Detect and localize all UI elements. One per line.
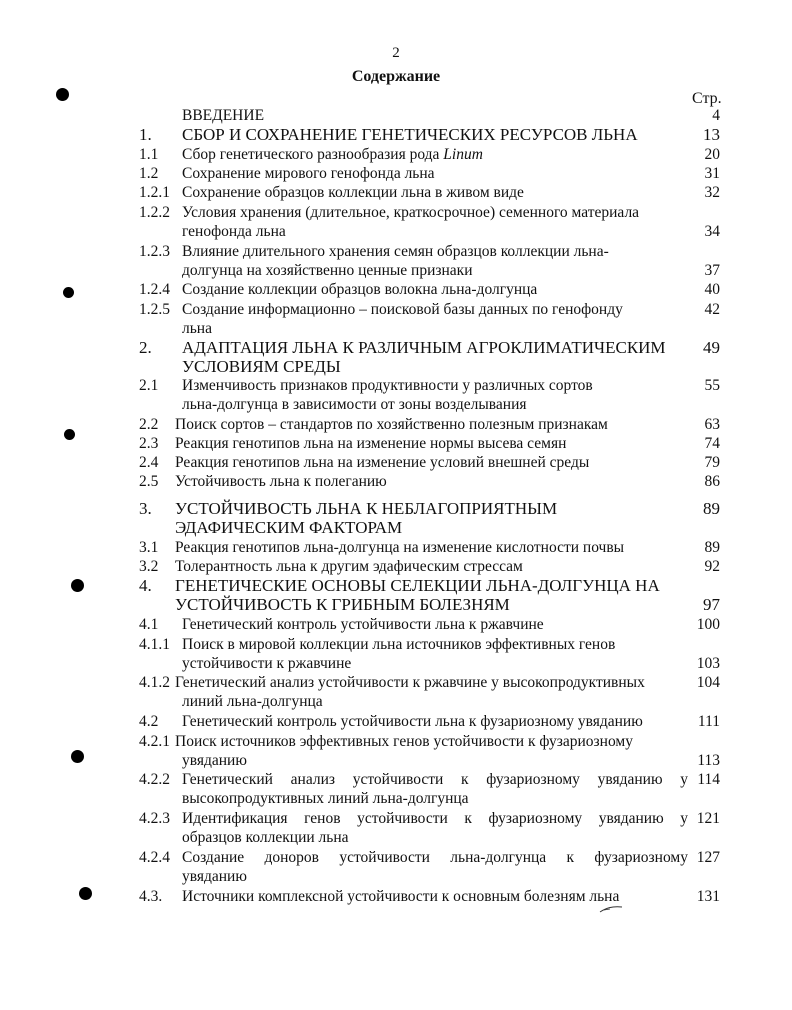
toc-entry-text: Генетический анализ устойчивости к ржавчине у высокопродуктивных: [175, 674, 645, 691]
toc-entry-1-2-5: [0, 300, 792, 320]
toc-entry-page: 13: [703, 125, 720, 144]
toc-entry-1-2-2-cont: [0, 222, 792, 242]
toc-entry-text-main: Сбор генетического разнообразия рода: [182, 146, 444, 163]
toc-entry-page: 49: [703, 338, 720, 357]
toc-entry-section-4-cont: [0, 595, 792, 615]
toc-entry-text: УСТОЙЧИВОСТЬ К ГРИБНЫМ БОЛЕЗНЯМ: [175, 595, 510, 614]
toc-entry-number: 2.3: [139, 435, 159, 452]
toc-entry-text: Генетический контроль устойчивости льна к ржавчине: [182, 616, 544, 633]
toc-entry-1-2-3: [0, 242, 792, 262]
toc-entry-page: 37: [704, 262, 720, 279]
toc-entry-section-3: [0, 499, 792, 519]
toc-entry-text: Поиск сортов – стандартов по хозяйственно полезным признакам: [175, 416, 608, 433]
toc-entry-4-2-2: [0, 770, 792, 790]
toc-entry-4-1: [0, 615, 792, 635]
toc-entry-section-4: [0, 576, 792, 596]
toc-entry-page: 131: [696, 888, 720, 905]
toc-entry-1-2: [0, 164, 792, 184]
page-title: Содержание: [351, 68, 441, 85]
toc-entry-section-1: [0, 125, 792, 145]
toc-entry-page: 100: [696, 616, 720, 633]
toc-entry-page: 114: [697, 771, 720, 788]
toc-entry-page: 79: [704, 454, 720, 471]
toc-entry-text: Реакция генотипов льна на изменение нормы высева семян: [175, 435, 567, 452]
toc-entry-2-5: [0, 472, 792, 492]
toc-entry-4-2-1-cont: [0, 751, 792, 771]
toc-entry-page: 103: [696, 655, 720, 672]
toc-entry-1-2-4: [0, 280, 792, 300]
toc-entry-page: 86: [704, 473, 720, 490]
toc-entry-4-2-2-cont: [0, 789, 792, 809]
toc-entry-section-2: [0, 338, 792, 358]
toc-entry-number: 4.: [139, 576, 152, 595]
toc-entry-1-2-2: [0, 203, 792, 223]
toc-entry-text: ВВЕДЕНИЕ: [182, 107, 265, 124]
toc-entry-1-1: [0, 145, 792, 165]
toc-entry-page: 92: [704, 558, 720, 575]
toc-entry-text: СБОР И СОХРАНЕНИЕ ГЕНЕТИЧЕСКИХ РЕСУРСОВ ЛЬНА: [182, 125, 638, 144]
toc-entry-number: 4.2.4: [139, 849, 170, 866]
toc-entry-text: Генетический анализ устойчивости к фузариозному увяданию у: [182, 771, 688, 788]
toc-entry-number: 3.2: [139, 558, 159, 575]
toc-entry-number: 2.1: [139, 377, 159, 394]
toc-entry-number: 4.2.1: [139, 733, 170, 750]
toc-entry-page: 89: [703, 499, 720, 518]
toc-entry-1-2-3-cont: [0, 261, 792, 281]
toc-entry-page: 34: [704, 223, 720, 240]
toc-entry-number: 1.2.2: [139, 204, 170, 221]
toc-entry-page: 89: [704, 539, 720, 556]
toc-entry-page: 97: [703, 595, 720, 614]
toc-entry-page: 4: [712, 107, 720, 124]
toc-entry-number: 4.2.3: [139, 810, 170, 827]
toc-entry-text: линий льна-долгунца: [182, 693, 323, 710]
toc-entry-text: Создание коллекции образцов волокна льна-долгунца: [182, 281, 538, 298]
toc-entry-page: 31: [704, 165, 720, 182]
toc-entry-number: 3.1: [139, 539, 159, 556]
toc-entry-2-3: [0, 434, 792, 454]
toc-entry-page: 42: [704, 301, 720, 318]
toc-entry-text: долгунца на хозяйственно ценные признаки: [182, 262, 473, 279]
toc-entry-text: Идентификация генов устойчивости к фузариозному увяданию у: [182, 810, 688, 827]
toc-entry-page: 20: [704, 146, 720, 163]
toc-entry-text: увяданию: [182, 752, 247, 769]
toc-entry-number: 4.1: [139, 616, 159, 633]
toc-entry-page: 113: [697, 752, 720, 769]
toc-entry-text: Толерантность льна к другим эдафическим стрессам: [175, 558, 523, 575]
toc-entry-2-4: [0, 453, 792, 473]
toc-entry-4-2: [0, 712, 792, 732]
toc-entry-4-2-4-cont: [0, 867, 792, 887]
toc-entry-text: Устойчивость льна к полеганию: [175, 473, 387, 490]
toc-entry-text: Сохранение мирового генофонда льна: [182, 165, 435, 182]
toc-entry-text: льна-долгунца в зависимости от зоны возделывания: [182, 396, 527, 413]
toc-entry-text: Источники комплексной устойчивости к основным болезням льна: [182, 888, 620, 905]
toc-entry-text: высокопродуктивных линий льна-долгунца: [182, 790, 469, 807]
page-column-label: Стр.: [692, 90, 722, 107]
toc-entry-section-2-cont: [0, 357, 792, 377]
toc-entry-number: 1.1: [139, 146, 159, 163]
toc-entry-text: ГЕНЕТИЧЕСКИЕ ОСНОВЫ СЕЛЕКЦИИ ЛЬНА-ДОЛГУНЦА НА: [175, 576, 660, 595]
toc-entry-4-1-1-cont: [0, 654, 792, 674]
toc-entry-page: 121: [696, 810, 720, 827]
toc-entry-4-1-2-cont: [0, 692, 792, 712]
toc-entry-intro: [0, 106, 792, 126]
toc-entry-text: генофонда льна: [182, 223, 286, 240]
toc-entry-1-2-5-cont: [0, 319, 792, 339]
toc-entry-4-2-3-cont: [0, 828, 792, 848]
toc-entry-text: Реакция генотипов льна-долгунца на изменение кислотности почвы: [175, 539, 625, 556]
toc-entry-text: ЭДАФИЧЕСКИМ ФАКТОРАМ: [175, 518, 403, 537]
toc-entry-1-2-1: [0, 183, 792, 203]
toc-entry-text: Сохранение образцов коллекции льна в живом виде: [182, 184, 524, 201]
toc-entry-number: 1.2.5: [139, 301, 170, 318]
toc-entry-3-1: [0, 538, 792, 558]
toc-entry-4-3: [0, 887, 792, 907]
pen-mark: [598, 898, 624, 914]
toc-entry-text: Генетический контроль устойчивости льна к фузариозному увяданию: [182, 713, 643, 730]
toc-entry-4-1-1: [0, 635, 792, 655]
toc-entry-number: 2.2: [139, 416, 159, 433]
toc-entry-page: 74: [704, 435, 720, 452]
toc-entry-text: образцов коллекции льна: [182, 829, 349, 846]
toc-entry-number: 2.5: [139, 473, 159, 490]
toc-entry-text: АДАПТАЦИЯ ЛЬНА К РАЗЛИЧНЫМ АГРОКЛИМАТИЧЕСКИМ: [182, 338, 666, 357]
toc-entry-text: УСЛОВИЯМ СРЕДЫ: [182, 357, 341, 376]
toc-entry-number: 4.3.: [139, 888, 163, 905]
toc-entry-text: Создание информационно – поисковой базы данных по генофонду: [182, 301, 623, 318]
toc-entry-number: 3.: [139, 499, 152, 518]
toc-entry-number: 4.2: [139, 713, 159, 730]
toc-entry-4-1-2: [0, 673, 792, 693]
toc-entry-page: 104: [696, 674, 720, 691]
genus-name: Linum: [443, 146, 483, 163]
toc-entry-page: 32: [704, 184, 720, 201]
toc-entry-section-3-cont: [0, 518, 792, 538]
page-number: 2: [392, 45, 400, 61]
toc-entry-page: 111: [697, 713, 720, 730]
toc-entry-text: Влияние длительного хранения семян образцов коллекции льна-: [182, 243, 609, 260]
toc-entry-number: 1.2.4: [139, 281, 170, 298]
toc-entry-text: Условия хранения (длительное, краткосрочное) семенного материала: [182, 204, 640, 221]
toc-entry-text: устойчивости к ржавчине: [182, 655, 352, 672]
toc-entry-number: 4.1.2: [139, 674, 170, 691]
toc-entry-4-2-3: [0, 809, 792, 829]
toc-entry-2-2: [0, 415, 792, 435]
toc-entry-4-2-1: [0, 732, 792, 752]
toc-entry-text: Поиск в мировой коллекции льна источников эффективных генов: [182, 636, 616, 653]
toc-entry-text: льна: [182, 320, 212, 337]
toc-entry-2-1: [0, 376, 792, 396]
toc-entry-number: 2.4: [139, 454, 159, 471]
toc-entry-2-1-cont: [0, 395, 792, 415]
toc-entry-number: 4.2.2: [139, 771, 170, 788]
toc-entry-page: 63: [704, 416, 720, 433]
toc-entry-number: 1.2: [139, 165, 159, 182]
toc-entry-3-2: [0, 557, 792, 577]
toc-entry-text: Создание доноров устойчивости льна-долгунца к фузариозному: [182, 849, 688, 866]
toc-entry-number: 1.2.3: [139, 243, 170, 260]
toc-entry-number: 1.2.1: [139, 184, 170, 201]
toc-entry-number: 1.: [139, 125, 152, 144]
toc-entry-page: 55: [704, 377, 720, 394]
toc-entry-4-2-4: [0, 848, 792, 868]
toc-entry-text: увяданию: [182, 868, 247, 885]
toc-entry-text: Изменчивость признаков продуктивности у различных сортов: [182, 377, 593, 394]
toc-entry-page: 40: [704, 281, 720, 298]
toc-entry-page: 127: [696, 849, 720, 866]
toc-entry-text: [182, 145, 483, 165]
toc-entry-text: Реакция генотипов льна на изменение условий внешней среды: [175, 454, 590, 471]
toc-entry-number: 2.: [139, 338, 152, 357]
punch-hole: [56, 88, 69, 101]
toc-entry-number: 4.1.1: [139, 636, 170, 653]
toc-entry-text: Поиск источников эффективных генов устойчивости к фузариозному: [175, 733, 633, 750]
toc-entry-text: УСТОЙЧИВОСТЬ ЛЬНА К НЕБЛАГОПРИЯТНЫМ: [175, 499, 558, 518]
